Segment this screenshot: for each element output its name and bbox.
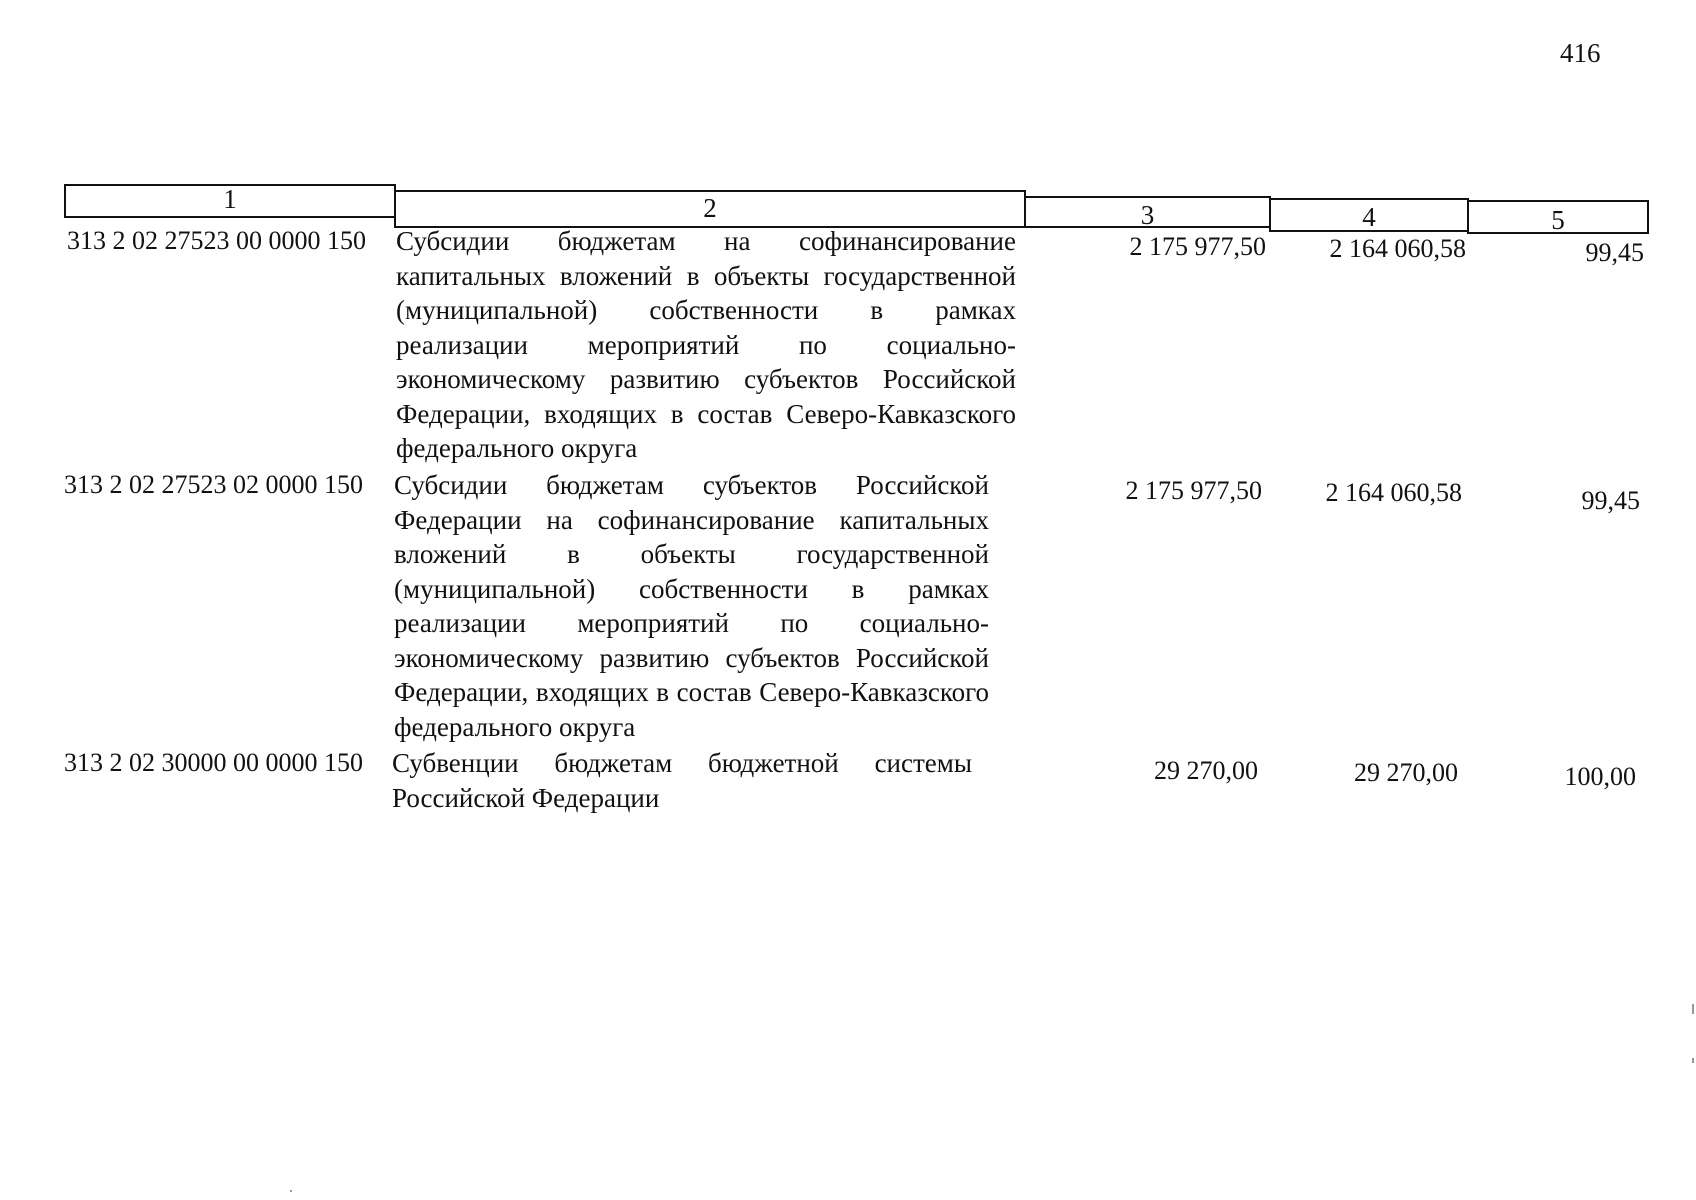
header-cell-3: 3 (1024, 196, 1271, 228)
row-code: 313 2 02 27523 02 0000 150 (64, 470, 363, 499)
header-cell-5: 5 (1467, 200, 1649, 234)
row-col4: 2 164 060,58 (1325, 478, 1462, 507)
row-col3: 2 175 977,50 (1125, 476, 1262, 505)
row-description: Субвенции бюджетам бюджетной системы Российской Федерации (392, 748, 972, 813)
row-col3: 29 270,00 (1154, 756, 1258, 785)
scan-speck (1692, 1058, 1694, 1063)
row-col5: 100,00 (1564, 762, 1636, 791)
page-number: 416 (1560, 38, 1601, 68)
row-description: Субсидии бюджетам субъектов Российской Федерации на софинансирование капитальных вложений в объекты государственной (муниципальной) собственности в рамках реализации мероприятий по социально-экономическому развитию субъектов Российской Федерации, входящих в состав Северо-Кавказского федерального округа (394, 470, 989, 742)
row-code: 313 2 02 27523 00 0000 150 (67, 226, 366, 255)
header-cell-1: 1 (64, 184, 396, 218)
header-cell-2: 2 (394, 190, 1026, 228)
row-col4: 29 270,00 (1354, 758, 1458, 787)
row-col5: 99,45 (1585, 238, 1644, 267)
row-description: Субсидии бюджетам на софинансирование капитальных вложений в объекты государственной (муниципальной) собственности в рамках реализации мероприятий по социально-экономическому развитию субъектов Российской Федерации, входящих в состав Северо-Кавказского федерального округа (396, 226, 1016, 463)
scan-speck (290, 1190, 292, 1192)
row-col4: 2 164 060,58 (1329, 234, 1466, 263)
scan-speck (1692, 1004, 1694, 1014)
row-col3: 2 175 977,50 (1129, 232, 1266, 261)
row-col5: 99,45 (1581, 486, 1640, 515)
row-code: 313 2 02 30000 00 0000 150 (64, 748, 363, 777)
header-cell-4: 4 (1269, 198, 1469, 232)
